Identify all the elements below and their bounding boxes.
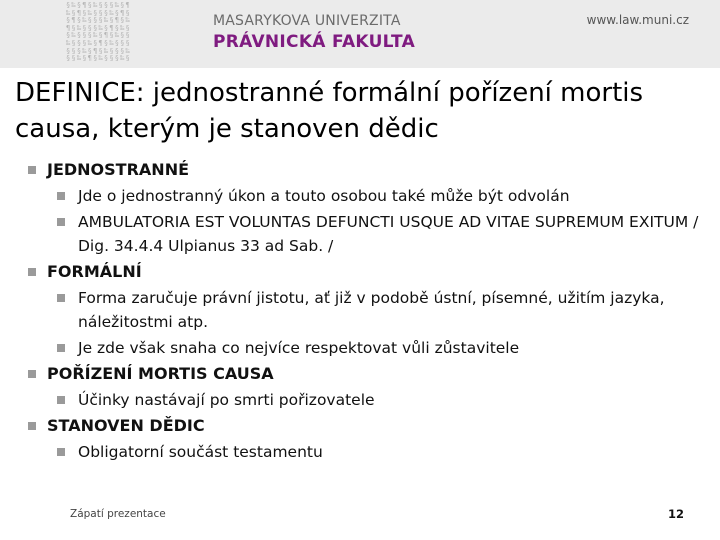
header-pattern-logo: §‰§¶§‰§§§‰§¶ ‰§¶§‰§§§‰§¶§ §¶§‰§§§‰§¶§‰ ¶§‰§§§‰§¶§‰§ §‰§§§‰§¶§‰§§ ‰§§§‰§¶§‰§§§ §§§‰§¶§‰§§§‰ §§‰§¶§‰§§§‰§ [66,2,131,63]
list-item-text: AMBULATORIA EST VOLUNTAS DEFUNCTI USQUE AD VITAE SUPREMUM EXITUM / Dig. 34.4.4 Ulpianus 33 ad Sab. / [78,213,699,255]
list-item [57,286,708,334]
slide-title: DEFINICE: jednostranné formální pořízení mortis causa, kterým je stanoven dědic [15,78,644,144]
bullet-icon [28,370,36,378]
list-item-text: Je zde však snaha co nejvíce respektovat vůli zůstavitele [78,339,520,357]
section-heading-porizeni [28,362,708,386]
list-item-text: Jde o jednostranný úkon a touto osobou také může být odvolán [78,187,570,205]
section-heading-dedic [28,414,708,438]
faculty-name: PRÁVNICKÁ FAKULTA [213,32,416,52]
list-item-text: Účinky nastávají po smrti pořizovatele [78,391,375,409]
section-heading-text: STANOVEN DĚDIC [47,416,205,435]
bullet-icon [28,166,36,174]
list-item [57,388,708,412]
bullet-icon [57,192,65,200]
bullet-icon [57,448,65,456]
university-name: MASARYKOVA UNIVERZITA [213,13,401,29]
section-heading-text: JEDNOSTRANNÉ [47,160,190,179]
bullet-icon [57,344,65,352]
section-heading-formalni [28,260,708,284]
list-item [57,210,708,258]
section-heading-text: FORMÁLNÍ [47,262,142,281]
bullet-icon [28,268,36,276]
bullet-icon [57,396,65,404]
footer-text: Zápatí prezentace [70,508,166,520]
bullet-icon [28,422,36,430]
page-number: 12 [667,507,684,521]
slide-content [28,158,708,466]
list-item [57,440,708,464]
section-heading-jednostranne [28,158,708,182]
section-heading-text: POŘÍZENÍ MORTIS CAUSA [47,364,274,383]
bullet-icon [57,218,65,226]
bullet-icon [57,294,65,302]
list-item [57,184,708,208]
slide-header [0,0,720,68]
list-item-text: Obligatorní součást testamentu [78,443,323,461]
list-item [57,336,708,360]
website-url: www.law.muni.cz [586,13,689,27]
list-item-text: Forma zaručuje právní jistotu, ať již v podobě ústní, písemné, užitím jazyka, náležitostmi atp. [78,289,665,331]
